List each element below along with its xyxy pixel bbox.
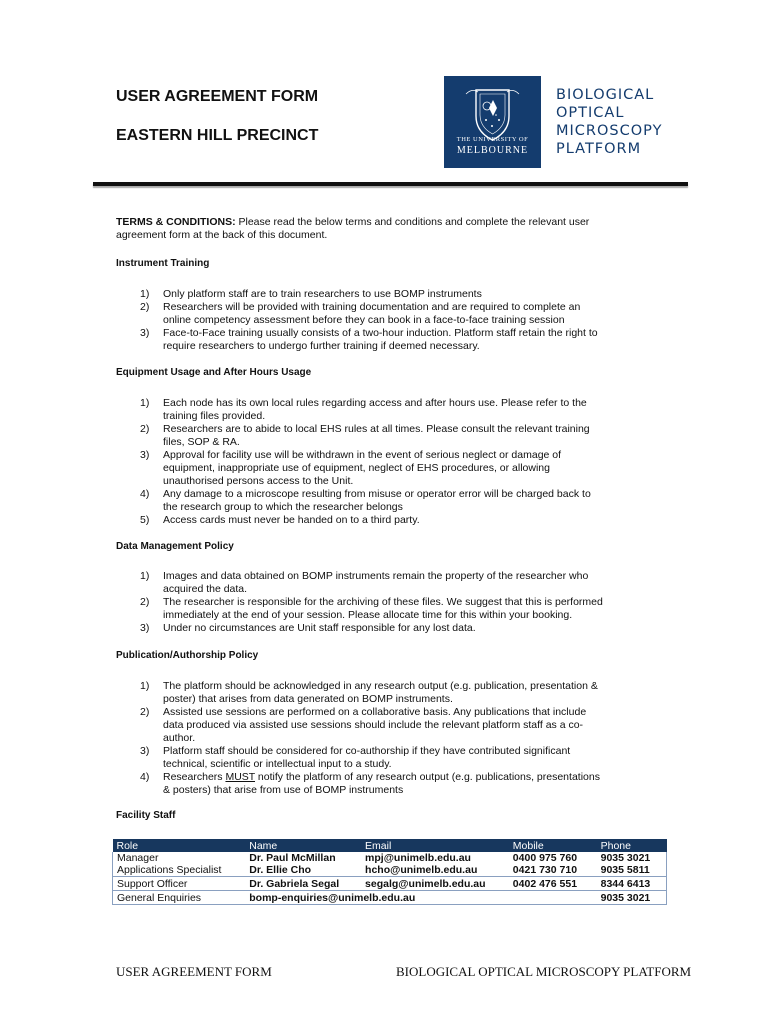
list-number: 3) xyxy=(140,449,150,461)
section-heading: Equipment Usage and After Hours Usage xyxy=(116,367,312,378)
list-item xyxy=(116,327,656,353)
list-item xyxy=(116,622,656,635)
column-header: Email xyxy=(361,839,509,852)
list-text: Platform staff should be considered for co-authorship if they have contributed significant xyxy=(163,745,571,757)
equipment-usage-list xyxy=(116,397,656,527)
table-header-row xyxy=(113,839,667,852)
name-cell xyxy=(245,852,361,877)
list-number: 4) xyxy=(140,488,150,500)
name-cell: Dr. Gabriela Segal xyxy=(245,877,361,891)
mobile-cell xyxy=(509,852,597,877)
footer-right: BIOLOGICAL OPTICAL MICROSCOPY PLATFORM xyxy=(396,964,692,979)
role-cell: General Enquiries xyxy=(113,891,246,905)
list-item xyxy=(116,449,656,488)
column-header: Mobile xyxy=(509,839,597,852)
list-item xyxy=(116,288,656,301)
list-text: online competency assessment before they can book in a face-to-face training session xyxy=(163,314,565,326)
list-text: the research group to which the researcher belongs xyxy=(163,501,403,513)
list-number: 2) xyxy=(140,423,150,435)
list-text: author. xyxy=(163,732,196,744)
role-cell: Support Officer xyxy=(113,877,246,891)
terms-text: Please read the below terms and conditions and complete the relevant user xyxy=(235,216,590,228)
list-number: 2) xyxy=(140,301,150,313)
list-item xyxy=(116,706,656,745)
form-title: USER AGREEMENT FORM xyxy=(116,88,319,105)
list-text: Approval for facility use will be withdrawn in the event of serious neglect or damage of xyxy=(163,449,562,461)
university-name: MELBOURNE xyxy=(456,145,529,156)
list-number: 4) xyxy=(140,771,150,783)
list-item xyxy=(116,771,656,797)
list-text: technical, scientific or intellectual input to a study. xyxy=(163,758,392,770)
list-text: poster) that arises from data generated on BOMP instruments. xyxy=(163,693,453,705)
list-item xyxy=(116,423,656,449)
list-text: Any damage to a microscope resulting from misuse or operator error will be charged back to xyxy=(163,488,591,500)
cell-text: 0400 975 760 xyxy=(512,852,578,864)
list-item xyxy=(116,514,656,527)
list-text: notify the platform of any research output (e.g. publications, presentations xyxy=(255,771,600,783)
cell-text: Dr. Paul McMillan xyxy=(249,852,336,864)
email-link[interactable]: bomp-enquiries@unimelb.edu.au xyxy=(245,891,596,905)
mobile-cell: 0402 476 551 xyxy=(509,877,597,891)
list-number: 3) xyxy=(140,622,150,634)
cell-text: Manager xyxy=(117,852,159,864)
role-cell xyxy=(113,852,246,877)
list-text: Only platform staff are to train researchers to use BOMP instruments xyxy=(163,288,482,300)
phone-cell: 9035 3021 xyxy=(597,891,667,905)
list-text: acquired the data. xyxy=(163,583,248,595)
section-heading: Publication/Authorship Policy xyxy=(116,650,259,661)
cell-text: 9035 3021 xyxy=(600,852,651,864)
list-number: 2) xyxy=(140,706,150,718)
cell-text: Applications Specialist xyxy=(117,864,222,876)
list-text: require researchers to undergo further training if deemed necessary. xyxy=(163,340,480,352)
list-item xyxy=(116,301,656,327)
precinct-title: EASTERN HILL PRECINCT xyxy=(116,127,319,144)
list-text: Assisted use sessions are performed on a collaborative basis. Any publications that include xyxy=(163,706,587,718)
section-heading: Facility Staff xyxy=(116,810,176,821)
list-text: files, SOP & RA. xyxy=(163,436,240,448)
list-text: Researchers are to abide to local EHS rules at all times. Please consult the relevant training xyxy=(163,423,590,435)
section-heading: Data Management Policy xyxy=(116,541,234,552)
list-text: Researchers xyxy=(163,771,226,783)
platform-name-line: BIOLOGICAL xyxy=(556,87,655,103)
list-item xyxy=(116,570,656,596)
footer-left: USER AGREEMENT FORM xyxy=(116,964,272,979)
email-link[interactable]: segalg@unimelb.edu.au xyxy=(361,877,509,891)
list-text: equipment, inappropriate use of equipment, neglect of EHS procedures, or allowing xyxy=(163,462,550,474)
list-text: The researcher is responsible for the archiving of these files. We suggest that this is performed xyxy=(163,596,603,608)
list-number: 3) xyxy=(140,327,150,339)
phone-cell xyxy=(597,852,667,877)
list-number: 1) xyxy=(140,570,150,582)
emphasis-text: MUST xyxy=(225,771,256,783)
list-item xyxy=(116,488,656,514)
email-link[interactable]: mpj@unimelb.edu.au xyxy=(365,852,471,864)
list-text: data produced via assisted use sessions should include the relevant platform staff as a co- xyxy=(163,719,584,731)
university-name-small: THE UNIVERSITY OF xyxy=(456,136,529,143)
list-item xyxy=(116,397,656,423)
table-row xyxy=(113,891,667,905)
list-text: immediately at the end of your session. Please allocate time for this within your booking. xyxy=(163,609,573,621)
list-item xyxy=(116,745,656,771)
list-text: Face-to-Face training usually consists of a two-hour induction. Platform staff retain the right to xyxy=(163,327,598,339)
platform-name xyxy=(556,86,662,158)
list-text: unauthorised persons access to the Unit. xyxy=(163,475,354,487)
column-header: Phone xyxy=(597,839,667,852)
list-number: 1) xyxy=(140,397,150,409)
list-item xyxy=(116,596,656,622)
terms-text: agreement form at the back of this document. xyxy=(116,229,328,241)
terms-intro xyxy=(116,216,656,242)
cell-text: 0421 730 710 xyxy=(512,864,578,876)
list-text: & posters) that arise from use of BOMP instruments xyxy=(163,784,404,796)
list-number: 1) xyxy=(140,680,150,692)
terms-label: TERMS & CONDITIONS: xyxy=(116,216,236,228)
email-cell[interactable] xyxy=(361,852,509,877)
list-text: training files provided. xyxy=(163,410,266,422)
facility-staff-table xyxy=(112,839,667,905)
platform-name-line: MICROSCOPY xyxy=(556,123,663,139)
list-text: Images and data obtained on BOMP instruments remain the property of the researcher who xyxy=(163,570,589,582)
platform-name-line: OPTICAL xyxy=(556,105,625,121)
table-row xyxy=(113,877,667,891)
section-heading: Instrument Training xyxy=(116,258,210,269)
list-text: Under no circumstances are Unit staff responsible for any lost data. xyxy=(163,622,476,634)
list-text: Each node has its own local rules regarding access and after hours use. Please refer to the xyxy=(163,397,587,409)
list-number: 1) xyxy=(140,288,150,300)
list-item xyxy=(116,680,656,706)
header-divider xyxy=(93,182,688,186)
list-text: Access cards must never be handed on to a third party. xyxy=(163,514,420,526)
list-number: 3) xyxy=(140,745,150,757)
data-management-list xyxy=(116,570,656,635)
list-number: 5) xyxy=(140,514,150,526)
list-text: The platform should be acknowledged in any research output (e.g. publication, presentation & xyxy=(163,680,598,692)
platform-name-line: PLATFORM xyxy=(556,141,642,157)
column-header: Name xyxy=(245,839,361,852)
email-link[interactable]: hcho@unimelb.edu.au xyxy=(365,864,478,876)
list-text: Researchers will be provided with training documentation and are required to complete an xyxy=(163,301,581,313)
phone-cell: 8344 6413 xyxy=(597,877,667,891)
cell-text: 9035 5811 xyxy=(600,864,650,876)
cell-text: Dr. Ellie Cho xyxy=(249,864,312,876)
publication-policy-list xyxy=(116,680,656,797)
table-row xyxy=(113,852,667,877)
column-header: Role xyxy=(113,839,246,852)
instrument-training-list xyxy=(116,288,656,353)
list-number: 2) xyxy=(140,596,150,608)
university-logo xyxy=(444,76,541,168)
